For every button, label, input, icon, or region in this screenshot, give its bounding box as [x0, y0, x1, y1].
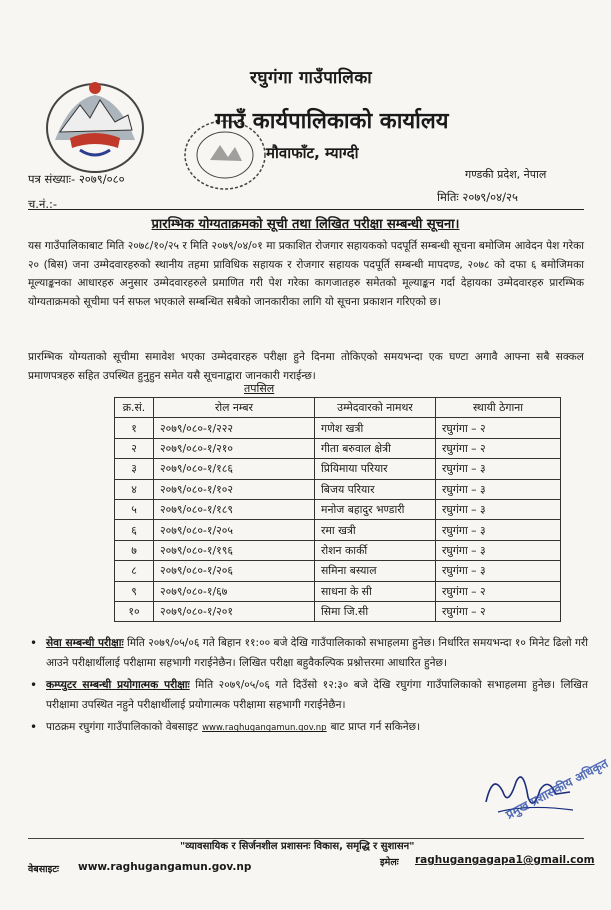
nepal-emblem-icon: [40, 70, 150, 180]
header-serial: क्र.सं.: [115, 398, 154, 418]
computer-exam-text: मिति २०७९/०५/०६ गते दिउँसो १२:३० बजे देखि रघुगंगा गाउँपालिकाको सभाहलमा हुनेछ। लिखित परीक्षामा उपस्थित नहुने परीक्षार्थीलाई प्रयोगात्मक परीक्षामा सहभागी गराईनेछैन।: [46, 679, 588, 711]
cell-name: साधना के सी: [315, 581, 436, 601]
syllabus-text-after: बाट प्राप्त गर्न सकिनेछ।: [330, 721, 421, 734]
header-address: स्थायी ठेगाना: [436, 398, 561, 418]
cell-address: रघुगंगा – ३: [436, 540, 561, 560]
table-row: [115, 459, 561, 479]
cell-address: रघुगंगा – ३: [436, 520, 561, 540]
table-row: [115, 479, 561, 499]
paragraph-instruction: प्रारम्भिक योग्यताको सूचीमा समावेश भएका उम्मेदवारहरु परीक्षा हुने दिनमा तोकिएको समयभन्दा एक घण्टा अगावै आफ्ना सबै सक्कल प्रमाणपत्रहरु सहित उपस्थित हुनुहुन समेत यसै सूचनाद्वारा जानकारी गराईन्छ।: [28, 351, 584, 382]
cell-roll: २०७९/०८०-१/२१०: [154, 438, 315, 458]
office-address: मौवाफाँट, म्याग्दी: [266, 144, 359, 162]
cell-serial: १०: [115, 601, 154, 621]
cell-roll: २०७९/०८०-१/१९६: [154, 540, 315, 560]
reference-number: पत्र संख्याः- २०७९/०८०: [28, 172, 125, 186]
footer-website-link[interactable]: www.raghugangamun.gov.np: [78, 861, 252, 873]
list-item-syllabus: [28, 718, 588, 739]
service-exam-text: मिति २०७९/०५/०६ गते बिहान ११:०० बजे देखि गाउँपालिकाको सभाहलमा हुनेछ। निर्धारित समयभन्दा १० मिनेट ढिलो गरी आउने परीक्षार्थीलाई परीक्षामा सहभागी गराईनेछैन। लिखित परीक्षा बहुवैकल्पिक प्रश्नोत्तरमा आधारित हुनेछ।: [46, 637, 588, 669]
cell-serial: ८: [115, 561, 154, 581]
cell-roll: २०७९/०८०-१/१०२: [154, 479, 315, 499]
cell-address: रघुगंगा – ३: [436, 499, 561, 519]
office-title: गाउँ कार्यपालिकाको कार्यालय: [215, 109, 449, 134]
cell-roll: २०७९/०८०-१/१८९: [154, 499, 315, 519]
cell-roll: २०७९/०८०-१/६७: [154, 581, 315, 601]
cell-serial: ५: [115, 499, 154, 519]
cell-address: रघुगंगा – ३: [436, 479, 561, 499]
cell-address: रघुगंगा – २: [436, 601, 561, 621]
footer-slogan: "व्यावसायिक र सिर्जनशील प्रशासनः विकास, समृद्धि र सुशासन": [180, 841, 415, 852]
syllabus-website-link[interactable]: www.raghugangamun.gov.np: [202, 723, 327, 734]
list-item-computer-exam: [28, 676, 588, 715]
cell-serial: ९: [115, 581, 154, 601]
cell-serial: ७: [115, 540, 154, 560]
cell-name: प्रियिमाया परियार: [315, 459, 436, 479]
issue-date: मितिः २०७९/०४/२५: [437, 190, 518, 204]
cell-roll: २०७९/०८०-१/२०६: [154, 561, 315, 581]
cell-address: रघुगंगा – ३: [436, 561, 561, 581]
bullet-icon: •: [30, 720, 38, 735]
cell-address: रघुगंगा – २: [436, 581, 561, 601]
table-row: [115, 581, 561, 601]
table-row: [115, 561, 561, 581]
table-row: [115, 601, 561, 621]
cell-roll: २०७९/०८०-१/२०१: [154, 601, 315, 621]
cell-name: रोशन कार्की: [315, 540, 436, 560]
cell-name: बिजय परियार: [315, 479, 436, 499]
website-label: वेबसाइटः: [28, 864, 59, 875]
list-item-service-exam: [28, 634, 588, 673]
office-name: रघुगंगा गाउँपालिका: [250, 68, 373, 88]
table-caption: तपसिल: [244, 382, 275, 395]
dispatch-number: च.नं.:-: [28, 197, 58, 211]
bullet-icon: •: [30, 636, 38, 650]
cell-name: गीता बरुवाल क्षेत्री: [315, 438, 436, 458]
cell-serial: २: [115, 438, 154, 458]
cell-serial: १: [115, 418, 154, 438]
cell-address: रघुगंगा – २: [436, 418, 561, 438]
table-row: [115, 438, 561, 458]
syllabus-text-before: पाठक्रम रघुगंगा गाउँपालिकाको वेबसाइट: [46, 721, 199, 734]
header-roll: रोल नम्बर: [154, 398, 315, 418]
cell-name: सिमा जि.सी: [315, 601, 436, 621]
header-divider: [28, 209, 584, 210]
cell-name: समिना बस्याल: [315, 561, 436, 581]
computer-exam-label: कम्प्युटर सम्बन्धी प्रयोगात्मक परीक्षाः: [46, 679, 190, 692]
exam-details-list: [28, 634, 588, 742]
cell-serial: ३: [115, 459, 154, 479]
cell-address: रघुगंगा – ३: [436, 459, 561, 479]
table-row: [115, 418, 561, 438]
paragraph-intro: यस गाउँपालिकाबाट मिति २०७८/१०/२५ र मिति २०७९/०४/०१ मा प्रकाशित रोजगार सहायकको पदपूर्ति सम्बन्धी सूचना बमोजिम आवेदन पेश गरेका २० (बिस) जना उम्मेदवारहरुको स्थानीय तहमा प्राविधिक सहायक र रोजगार सहायक पदपूर्ति सम्बन्धी मापदण्ड, २०७८ को दफा ६ बमोजिमका मूल्याङ्कनका आधारहरु अनुसार उम्मेदवारहरुले प्रमाणित गरी पेश गरेका कागजातहरु समेतको मूल्याङ्कन गर्दा देहायका उम्मेदवारहरु प्रारम्भिक योग्यताक्रमको सूचीमा पर्न सफल भएकाले सम्बन्धित सबैको जानकारीका लागि यो सूचना प्रकाशन गरिएको छ।: [28, 240, 584, 308]
notice-subject: प्रारम्भिक योग्यताक्रमको सूची तथा लिखित परीक्षा सम्बन्धी सूचना।: [151, 217, 460, 232]
province: गण्डकी प्रदेश, नेपाल: [465, 168, 547, 181]
cell-roll: २०७९/०८०-१/२०५: [154, 520, 315, 540]
email-label: इमेलः: [380, 857, 399, 868]
designation-stamp: प्रमुख प्रशासकीय अधिकृत: [503, 756, 611, 822]
cell-roll: २०७९/०८०-१/२२२: [154, 418, 315, 438]
table-row: [115, 540, 561, 560]
cell-serial: ६: [115, 520, 154, 540]
header-name: उम्मेदवारको नामथर: [315, 398, 436, 418]
cell-serial: ४: [115, 479, 154, 499]
bullet-icon: •: [30, 678, 38, 693]
cell-address: रघुगंगा – २: [436, 438, 561, 458]
cell-name: रमा खत्री: [315, 520, 436, 540]
cell-name: मनोज बहादुर भण्डारी: [315, 499, 436, 519]
cell-name: गणेश खत्री: [315, 418, 436, 438]
table-row: [115, 520, 561, 540]
table-header-row: [115, 398, 561, 418]
table-row: [115, 499, 561, 519]
cell-roll: २०७९/०८०-१/१८६: [154, 459, 315, 479]
candidate-table: [114, 397, 561, 622]
footer-email-link[interactable]: raghugangagapa1@gmail.com: [415, 854, 595, 866]
service-exam-label: सेवा सम्बन्धी परीक्षाः: [46, 637, 124, 649]
